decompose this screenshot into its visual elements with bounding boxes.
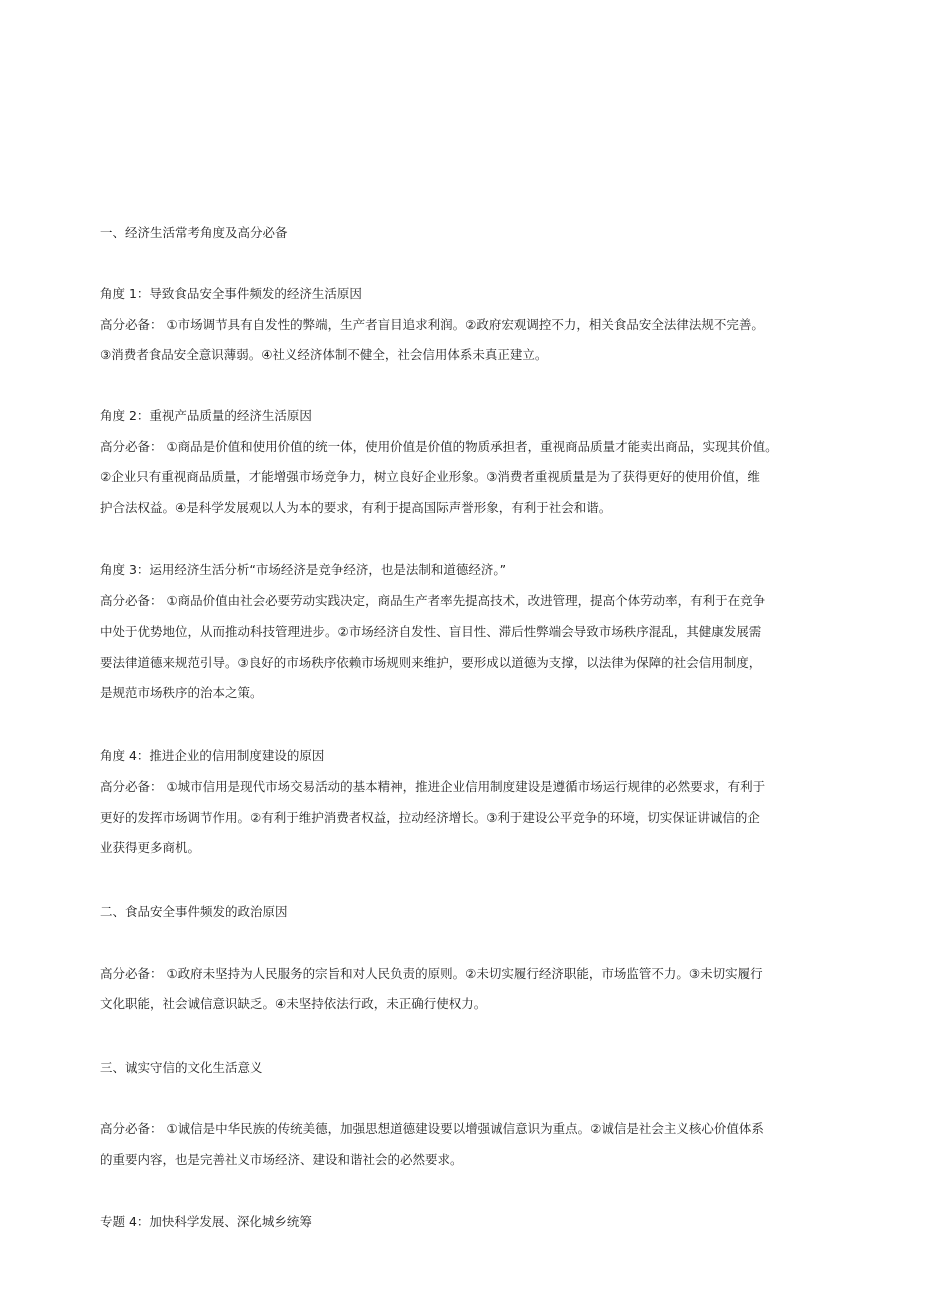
paragraph-line: 护合法权益。④是科学发展观以人为本的要求，有利于提高国际声誉形象，有利于社会和谐。 bbox=[100, 500, 612, 515]
paragraph-line: 要法律道德来规范引导。③良好的市场秩序依赖市场规则来维护，要形成以道德为支撑，以法律为保障的社会信用制度， bbox=[100, 655, 762, 670]
angle-3-heading: 角度 3：运用经济生活分析“市场经济是竞争经济，也是法制和道德经济。” bbox=[100, 562, 507, 577]
paragraph-line: ③消费者食品安全意识薄弱。④社义经济体制不健全，社会信用体系未真正建立。 bbox=[100, 347, 548, 362]
paragraph-line: 文化职能，社会诚信意识缺乏。④未坚持依法行政，未正确行使权力。 bbox=[100, 996, 487, 1011]
paragraph-line: ②企业只有重视商品质量，才能增强市场竞争力，树立良好企业形象。③消费者重视质量是为了获得更好的使用价值，维 bbox=[100, 469, 760, 484]
paragraph-line: 高分必备： ①城市信用是现代市场交易活动的基本精神，推进企业信用制度建设是遵循市场运行规律的必然要求，有利于 bbox=[100, 779, 766, 794]
section-heading-2: 二、食品安全事件频发的政治原因 bbox=[100, 904, 288, 919]
paragraph-line: 更好的发挥市场调节作用。②有利于维护消费者权益，拉动经济增长。③利于建设公平竞争的环境，切实保证讲诚信的企 bbox=[100, 810, 760, 825]
paragraph-line: 高分必备： ①政府未坚持为人民服务的宗旨和对人民负责的原则。②未切实履行经济职能，市场监管不力。③未切实履行 bbox=[100, 966, 763, 981]
paragraph-line: 业获得更多商机。 bbox=[100, 840, 201, 855]
paragraph-line: 是规范市场秩序的治本之策。 bbox=[100, 685, 263, 700]
angle-2-heading: 角度 2：重视产品质量的经济生活原因 bbox=[100, 408, 312, 423]
paragraph-line: 高分必备： ①诚信是中华民族的传统美德，加强思想道德建设要以增强诚信意识为重点。②诚信是社会主义核心价值体系 bbox=[100, 1121, 764, 1136]
paragraph-line: 高分必备： ①商品是价值和使用价值的统一体，使用价值是价值的物质承担者，重视商品质量才能卖出商品，实现其价值。 bbox=[100, 439, 778, 454]
angle-4-heading: 角度 4：推进企业的信用制度建设的原因 bbox=[100, 748, 325, 763]
paragraph-line: 高分必备： ①市场调节具有自发性的弊端，生产者盲目追求利润。②政府宏观调控不力，相关食品安全法律法规不完善。 bbox=[100, 317, 764, 332]
section-heading-1: 一、经济生活常考角度及高分必备 bbox=[100, 225, 288, 240]
topic-heading: 专题 4：加快科学发展、深化城乡统筹 bbox=[100, 1214, 312, 1229]
paragraph-line: 的重要内容，也是完善社义市场经济、建设和谐社会的必然要求。 bbox=[100, 1152, 463, 1167]
paragraph-line: 高分必备： ①商品价值由社会必要劳动实践决定，商品生产者率先提高技术，改进管理，提高个体劳动率，有利于在竞争 bbox=[100, 593, 766, 608]
section-heading-3: 三、诚实守信的文化生活意义 bbox=[100, 1060, 263, 1075]
paragraph-line: 中处于优势地位，从而推动科技管理进步。②市场经济自发性、盲目性、滞后性弊端会导致市场秩序混乱，其健康发展需 bbox=[100, 624, 762, 639]
angle-1-heading: 角度 1：导致食品安全事件频发的经济生活原因 bbox=[100, 286, 362, 301]
